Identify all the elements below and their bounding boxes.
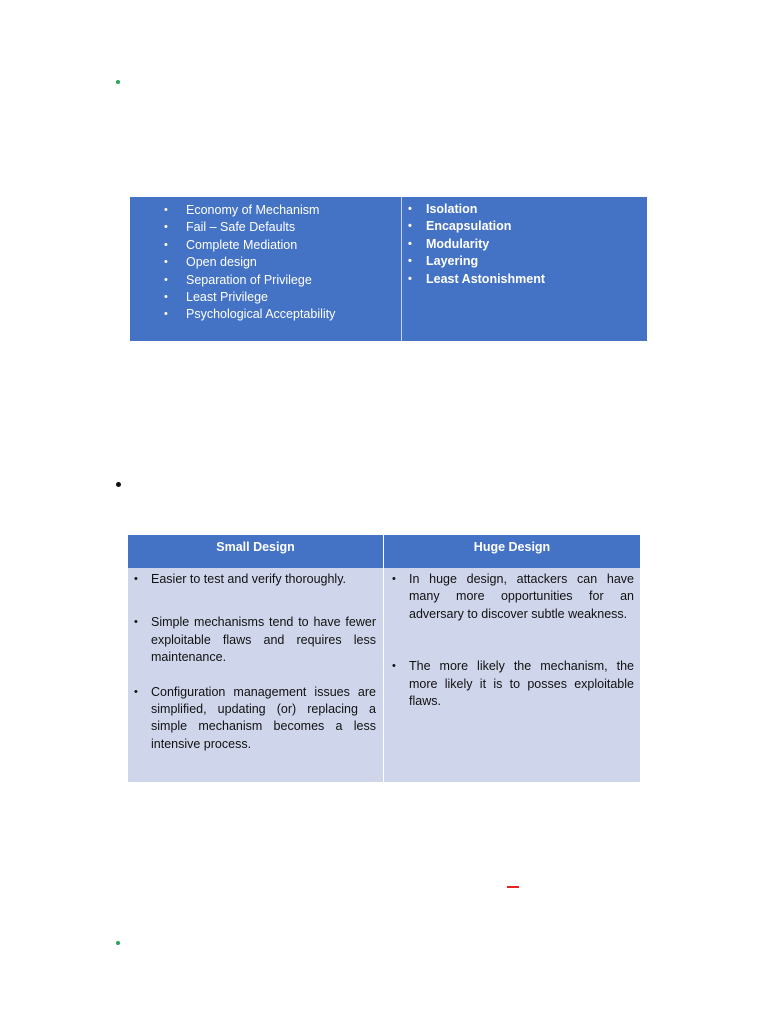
- principle-item: • Layering: [408, 253, 647, 270]
- bullet-marker: [116, 941, 120, 945]
- principle-item: • Fail – Safe Defaults: [164, 219, 401, 236]
- principle-item: • Psychological Acceptability: [164, 306, 401, 323]
- list-item: • Configuration management issues are simplified, updating (or) replacing a simple mechanism becomes a less intensive process.: [131, 684, 376, 754]
- list-item: • In huge design, attackers can have many more opportunities for an adversary to discover subtle weakness.: [389, 571, 634, 623]
- list-item: • Simple mechanisms tend to have fewer exploitable flaws and requires less maintenance.: [131, 614, 376, 666]
- principle-item: • Encapsulation: [408, 218, 647, 235]
- huge-design-cell: [384, 568, 640, 782]
- red-underline-mark: [507, 886, 519, 888]
- table-body-row: [128, 568, 640, 782]
- design-comparison-table: [128, 535, 640, 782]
- principle-item: • Modularity: [408, 236, 647, 253]
- list-item: • Easier to test and verify thoroughly.: [131, 571, 376, 588]
- design-principles-table: [130, 197, 647, 341]
- principles-left-column: [130, 197, 402, 341]
- principle-item: • Least Astonishment: [408, 271, 647, 288]
- principles-right-column: [402, 197, 647, 341]
- principle-item: • Complete Mediation: [164, 237, 401, 254]
- principle-item: • Separation of Privilege: [164, 272, 401, 289]
- bullet-marker: [116, 80, 120, 84]
- principle-item: • Open design: [164, 254, 401, 271]
- small-design-cell: [128, 568, 384, 782]
- table-header-row: [128, 535, 640, 568]
- header-huge-design: Huge Design: [473, 540, 551, 554]
- list-item: • The more likely the mechanism, the more likely it is to posses exploitable flaws.: [389, 658, 634, 710]
- bullet-marker: [116, 482, 121, 487]
- principle-item: • Economy of Mechanism: [164, 202, 401, 219]
- header-small-design: Small Design: [128, 535, 384, 568]
- principle-item: • Least Privilege: [164, 289, 401, 306]
- principle-item: • Isolation: [408, 201, 647, 218]
